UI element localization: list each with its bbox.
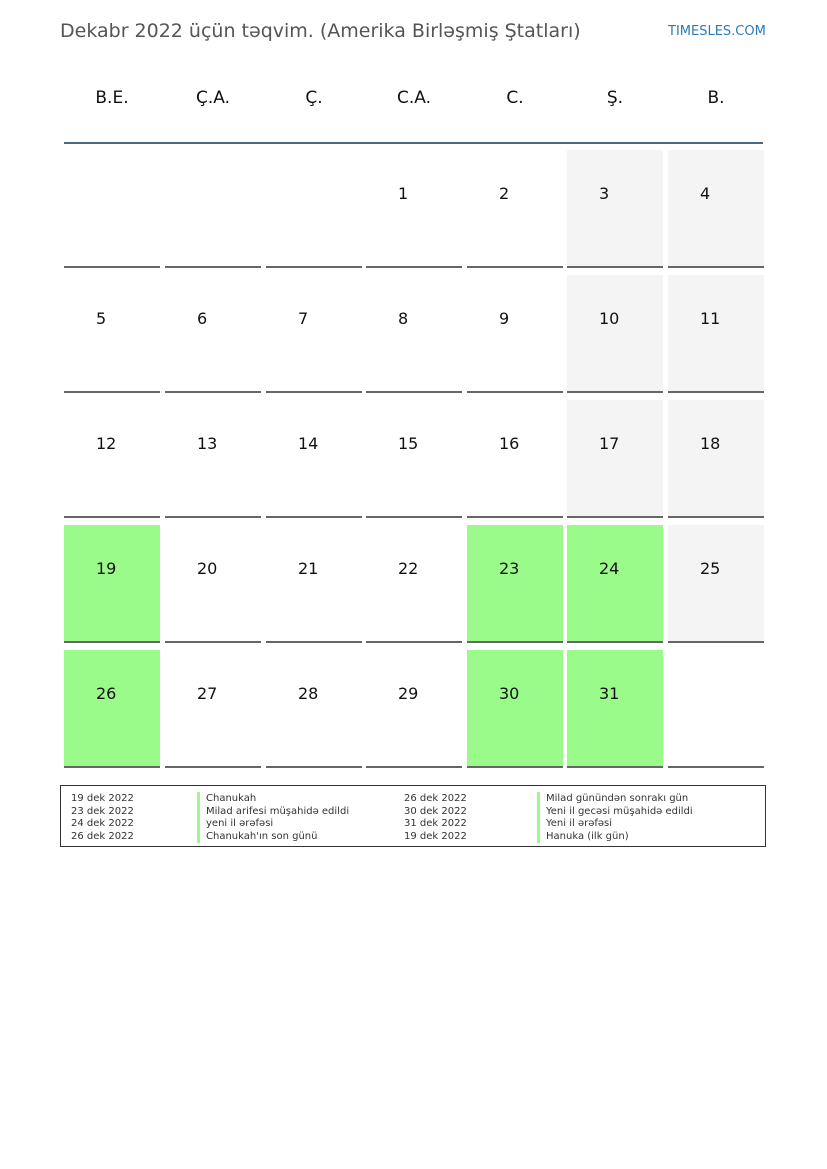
- day-cell[interactable]: [668, 275, 764, 393]
- day-cell[interactable]: [467, 650, 563, 768]
- day-cell[interactable]: [668, 650, 764, 768]
- day-cell[interactable]: [567, 650, 663, 768]
- legend-date: 31 dek 2022: [404, 818, 467, 829]
- day-cell[interactable]: [366, 275, 462, 393]
- legend-date: 26 dek 2022: [404, 793, 467, 804]
- day-number: 9: [499, 309, 510, 328]
- weekday-label: C.: [506, 88, 524, 108]
- legend-date: 26 dek 2022: [71, 830, 134, 842]
- legend-date: 30 dek 2022: [404, 805, 467, 817]
- legend-date: 19 dek 2022: [71, 793, 134, 804]
- weekday-label: B.E.: [95, 88, 129, 108]
- day-number: 25: [700, 559, 721, 578]
- day-cell[interactable]: [366, 150, 462, 268]
- day-number: 29: [398, 684, 419, 703]
- day-number: 16: [499, 434, 520, 453]
- day-cell[interactable]: [567, 275, 663, 393]
- day-cell[interactable]: [467, 275, 563, 393]
- legend-holiday-name: Yeni il ərəfəsi: [537, 817, 612, 830]
- day-number: 31: [599, 684, 620, 703]
- legend-date: 24 dek 2022: [71, 818, 134, 829]
- day-number: 20: [197, 559, 218, 578]
- day-number: 6: [197, 309, 208, 328]
- day-number: 7: [298, 309, 309, 328]
- weekday-label: B.: [707, 88, 725, 108]
- day-cell[interactable]: [165, 650, 261, 768]
- day-number: 10: [599, 309, 620, 328]
- day-number: 24: [599, 559, 620, 578]
- day-number: 8: [398, 309, 409, 328]
- legend-holiday-name: Yeni il gecəsi müşahidə edildi: [537, 805, 693, 818]
- day-cell[interactable]: [567, 525, 663, 643]
- day-number: 19: [96, 559, 117, 578]
- day-number: 28: [298, 684, 319, 703]
- weekday-label: C.A.: [396, 88, 431, 108]
- day-cell[interactable]: [64, 525, 160, 643]
- day-cell[interactable]: [668, 525, 764, 643]
- brand-logo-text[interactable]: TIMESLES.COM: [668, 24, 766, 39]
- legend-row: [61, 817, 765, 830]
- day-cell[interactable]: [366, 650, 462, 768]
- day-number: 4: [700, 184, 711, 203]
- day-cell[interactable]: [467, 150, 563, 268]
- legend-holiday-name: Hanuka (ilk gün): [537, 830, 629, 843]
- day-number: 2: [499, 184, 510, 203]
- day-number: 12: [96, 434, 117, 453]
- day-cell[interactable]: [165, 150, 261, 268]
- day-cell[interactable]: [467, 400, 563, 518]
- legend-holiday-name: Chanukah'ın son günü: [197, 830, 317, 843]
- day-cell[interactable]: [64, 150, 160, 268]
- day-number: 26: [96, 684, 117, 703]
- day-number: 23: [499, 559, 520, 578]
- day-number: 15: [398, 434, 419, 453]
- legend-holiday-name: Chanukah: [197, 792, 256, 805]
- day-number: 21: [298, 559, 319, 578]
- day-number: 30: [499, 684, 520, 703]
- day-cell[interactable]: [64, 650, 160, 768]
- legend-row: [61, 792, 765, 805]
- day-cell[interactable]: [366, 525, 462, 643]
- day-cell[interactable]: [165, 525, 261, 643]
- legend-holiday-name: yeni il ərəfəsi: [197, 817, 273, 830]
- day-number: 3: [599, 184, 610, 203]
- day-cell[interactable]: [567, 150, 663, 268]
- day-cell[interactable]: [266, 150, 362, 268]
- day-cell[interactable]: [366, 400, 462, 518]
- day-number: 13: [197, 434, 218, 453]
- weekday-header: [62, 88, 766, 120]
- day-number: 11: [700, 309, 721, 328]
- day-cell[interactable]: [567, 400, 663, 518]
- legend-holiday-name: Milad günündən sonrakı gün: [537, 792, 688, 805]
- page-title: Dekabr 2022 üçün təqvim. (Amerika Birləşmiş Ştatları): [60, 20, 581, 42]
- day-cell[interactable]: [64, 275, 160, 393]
- day-cell[interactable]: [668, 400, 764, 518]
- day-number: 22: [398, 559, 419, 578]
- day-number: 1: [398, 184, 409, 203]
- legend-date: 23 dek 2022: [71, 805, 134, 817]
- holiday-legend: [60, 785, 766, 847]
- day-cell[interactable]: [467, 525, 563, 643]
- day-number: 14: [298, 434, 319, 453]
- legend-holiday-name: Milad arifesi müşahidə edildi: [197, 805, 349, 818]
- day-cell[interactable]: [668, 150, 764, 268]
- legend-row: [61, 830, 765, 843]
- day-cell[interactable]: [165, 400, 261, 518]
- legend-row: [61, 805, 765, 818]
- day-cell[interactable]: [266, 650, 362, 768]
- day-number: 27: [197, 684, 218, 703]
- day-cell[interactable]: [266, 525, 362, 643]
- weekday-label: Ç.: [305, 88, 323, 108]
- weekday-label: Ş.: [606, 88, 624, 108]
- day-cell[interactable]: [266, 275, 362, 393]
- header-divider: [64, 142, 763, 144]
- day-cell[interactable]: [266, 400, 362, 518]
- day-number: 17: [599, 434, 620, 453]
- day-number: 18: [700, 434, 721, 453]
- day-number: 5: [96, 309, 107, 328]
- day-cell[interactable]: [64, 400, 160, 518]
- weekday-label: Ç.A.: [195, 88, 230, 108]
- day-cell[interactable]: [165, 275, 261, 393]
- legend-date: 19 dek 2022: [404, 830, 467, 842]
